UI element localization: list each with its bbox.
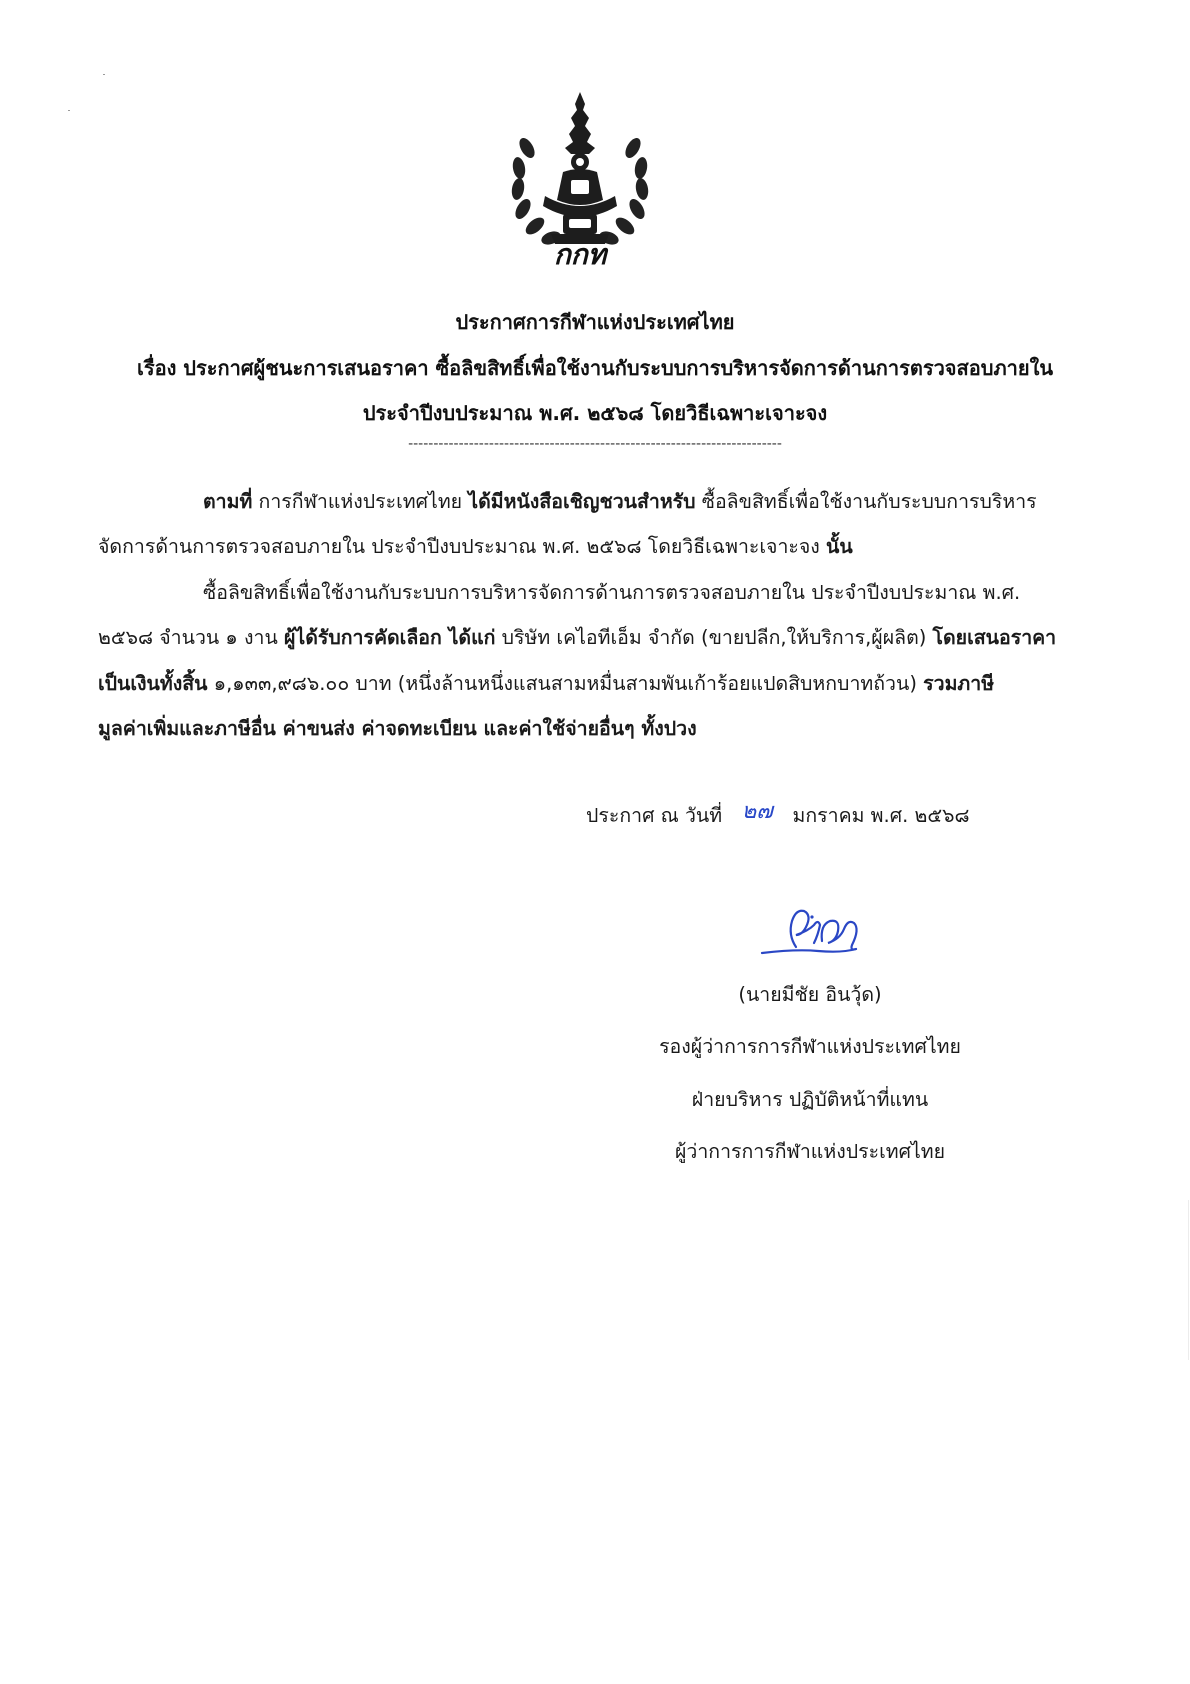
handwritten-day: ๒๗ xyxy=(741,799,773,824)
text-normal: บริษัท เคไอทีเอ็ม จำกัด (ขายปลีก,ให้บริการ,ผู้ผลิต) xyxy=(495,626,933,649)
announcement-date xyxy=(586,797,970,832)
paragraph-1-line-1 xyxy=(203,486,1037,517)
text-normal: การกีฬาแห่งประเทศไทย xyxy=(252,490,469,513)
paragraph-2-line-4 xyxy=(98,713,697,744)
text-normal: ๑,๑๓๓,๙๘๖.๐๐ บาท (หนึ่งล้านหนึ่งแสนสามหมื่นสามพันเก้าร้อยแปดสิบหกบาทถ้วน) xyxy=(207,672,924,695)
sports-authority-emblem-icon xyxy=(505,88,655,268)
text-bold: ได้มีหนังสือเชิญชวนสำหรับ xyxy=(468,490,696,513)
scan-speck xyxy=(103,74,105,75)
paragraph-2-line-2 xyxy=(98,622,1056,653)
paragraph-1-line-2 xyxy=(98,531,853,562)
signatory-position-1: รองผู้ว่าการการกีฬาแห่งประเทศไทย xyxy=(659,1035,961,1058)
text-bold: มูลค่าเพิ่มและภาษีอื่น ค่าขนส่ง ค่าจดทะเบียน และค่าใช้จ่ายอื่นๆ ทั้งปวง xyxy=(98,717,697,740)
announcement-prefix: ประกาศ ณ วันที่ xyxy=(586,804,723,827)
text-normal: ซื้อลิขสิทธิ์เพื่อใช้งานกับระบบการบริหารจัดการด้านการตรวจสอบภายใน ประจำปีงบประมาณ พ.ศ. xyxy=(203,581,1021,604)
document-subject-line-1: เรื่อง ประกาศผู้ชนะการเสนอราคา ซื้อลิขสิทธิ์เพื่อใช้งานกับระบบการบริหารจัดการด้านการตรวจสอบภายใน xyxy=(136,356,1054,380)
text-bold: ผู้ได้รับการคัดเลือก ได้แก่ xyxy=(284,626,496,649)
text-normal: ๒๕๖๘ จำนวน ๑ งาน xyxy=(98,626,284,649)
text-normal: ซื้อลิขสิทธิ์เพื่อใช้งานกับระบบการบริหาร xyxy=(695,490,1037,513)
text-bold: นั้น xyxy=(826,535,853,558)
text-bold: เป็นเงินทั้งสิ้น xyxy=(98,672,208,695)
text-bold: รวมภาษี xyxy=(923,672,995,695)
text-bold: โดยเสนอราคา xyxy=(932,626,1057,649)
signatory-position-3: ผู้ว่าการการกีฬาแห่งประเทศไทย xyxy=(674,1140,946,1163)
separator-line: -------------------------------------------------------------------------- xyxy=(408,436,782,452)
handwritten-signature-icon xyxy=(756,895,876,965)
document-subject-line-2: ประจำปีงบประมาณ พ.ศ. ๒๕๖๘ โดยวิธีเฉพาะเจาะจง xyxy=(362,401,828,425)
document-title: ประกาศการกีฬาแห่งประเทศไทย xyxy=(455,310,735,334)
paragraph-2-line-3 xyxy=(98,668,994,699)
scan-edge-shadow xyxy=(1188,1200,1189,1360)
paragraph-2-line-1 xyxy=(203,577,1020,608)
announcement-suffix: มกราคม พ.ศ. ๒๕๖๘ xyxy=(792,804,970,827)
svg-text:กกท: กกท xyxy=(553,238,607,268)
signatory-name: (นายมีชัย อินวุ้ด) xyxy=(738,983,882,1006)
scan-speck xyxy=(68,110,70,111)
text-normal: จัดการด้านการตรวจสอบภายใน ประจำปีงบประมาณ พ.ศ. ๒๕๖๘ โดยวิธีเฉพาะเจาะจง xyxy=(98,535,827,558)
signatory-position-2: ฝ่ายบริหาร ปฏิบัติหน้าที่แทน xyxy=(691,1088,929,1111)
text-bold: ตามที่ xyxy=(203,490,253,513)
